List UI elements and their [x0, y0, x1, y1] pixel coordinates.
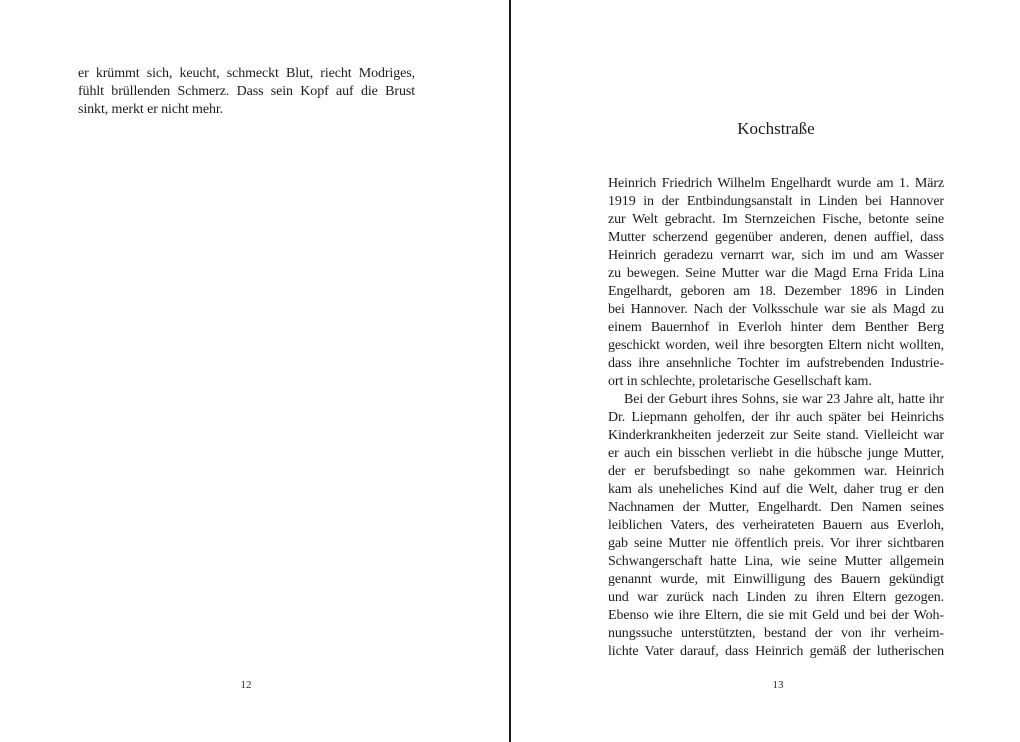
text-line: nungssuche unterstützten, bestand der von ihr verheim- — [608, 626, 944, 641]
text-line: Ebenso wie ihre Eltern, die sie mit Geld und bei der Woh- — [608, 608, 944, 623]
left-page-text — [78, 65, 415, 119]
text-line: dass ihre ansehnliche Tochter im aufstrebenden Industrie- — [608, 356, 944, 371]
text-line: genannt wurde, mit Einwilligung des Bauern gekündigt — [608, 572, 944, 587]
paragraph-1 — [608, 175, 944, 391]
text-line: ort in schlechte, proletarische Gesellschaft kam. — [608, 374, 872, 389]
text-line: bei Hannover. Nach der Volksschule war sie als Magd zu — [608, 302, 944, 317]
text-line: zu bewegen. Seine Mutter war die Magd Erna Frida Lina — [608, 266, 944, 281]
text-line: er krümmt sich, keucht, schmeckt Blut, riecht Modriges, — [78, 66, 415, 81]
page-number-left: 12 — [240, 679, 252, 691]
text-line: kam als uneheliches Kind auf die Welt, daher trug er den — [608, 482, 944, 497]
text-line: geschickt worden, weil ihre besorgten Eltern nicht wollten, — [608, 338, 944, 353]
text-line: fühlt brüllenden Schmerz. Dass sein Kopf auf die Brust — [78, 84, 415, 99]
text-line: Schwangerschaft hatte Lina, wie seine Mutter allgemein — [608, 554, 944, 569]
right-page-text — [608, 175, 944, 661]
text-line: zur Welt gebracht. Im Sternzeichen Fische, betonte seine — [608, 212, 944, 227]
text-line: Mutter scherzend gegenüber anderen, denen auffiel, dass — [608, 230, 944, 245]
text-line: gab seine Mutter nie öffentlich preis. Vor ihrer sichtbaren — [608, 536, 944, 551]
chapter-title: Kochstraße — [737, 119, 815, 138]
paragraph-2 — [608, 391, 944, 661]
text-line: Kinderkrankheiten jederzeit zur Seite stand. Vielleicht war — [608, 428, 944, 443]
right-page — [511, 0, 1020, 742]
text-line: Nachnamen der Mutter, Engelhardt. Den Namen seines — [608, 500, 944, 515]
text-line: er auch ein bisschen verliebt in die hübsche junge Mutter, — [608, 446, 944, 461]
text-line: der er berufsbedingt so nahe gekommen war. Heinrich — [608, 464, 944, 479]
text-line: sinkt, merkt er nicht mehr. — [78, 102, 224, 117]
page-number-right: 13 — [772, 679, 784, 691]
text-line: und war zurück nach Linden zu ihren Eltern gezogen. — [608, 590, 944, 605]
text-line: Dr. Liepmann geholfen, der ihr auch später bei Heinrichs — [608, 410, 944, 425]
left-page — [0, 0, 509, 742]
text-line: Engelhardt, geboren am 18. Dezember 1896 in Linden — [608, 284, 944, 299]
text-line: lichte Vater darauf, dass Heinrich gemäß der lutherischen — [608, 644, 944, 659]
text-line: Heinrich geradezu vernarrt war, sich im und am Wasser — [608, 248, 944, 263]
text-line: Heinrich Friedrich Wilhelm Engelhardt wurde am 1. März — [608, 176, 944, 191]
text-line: Bei der Geburt ihres Sohns, sie war 23 Jahre alt, hatte ihr — [624, 392, 944, 407]
text-line: einem Bauernhof in Everloh hinter dem Benther Berg — [608, 320, 944, 335]
text-line: 1919 in der Entbindungsanstalt in Linden bei Hannover — [608, 194, 944, 209]
text-line: leiblichen Vaters, des verheirateten Bauern aus Everloh, — [608, 518, 944, 533]
